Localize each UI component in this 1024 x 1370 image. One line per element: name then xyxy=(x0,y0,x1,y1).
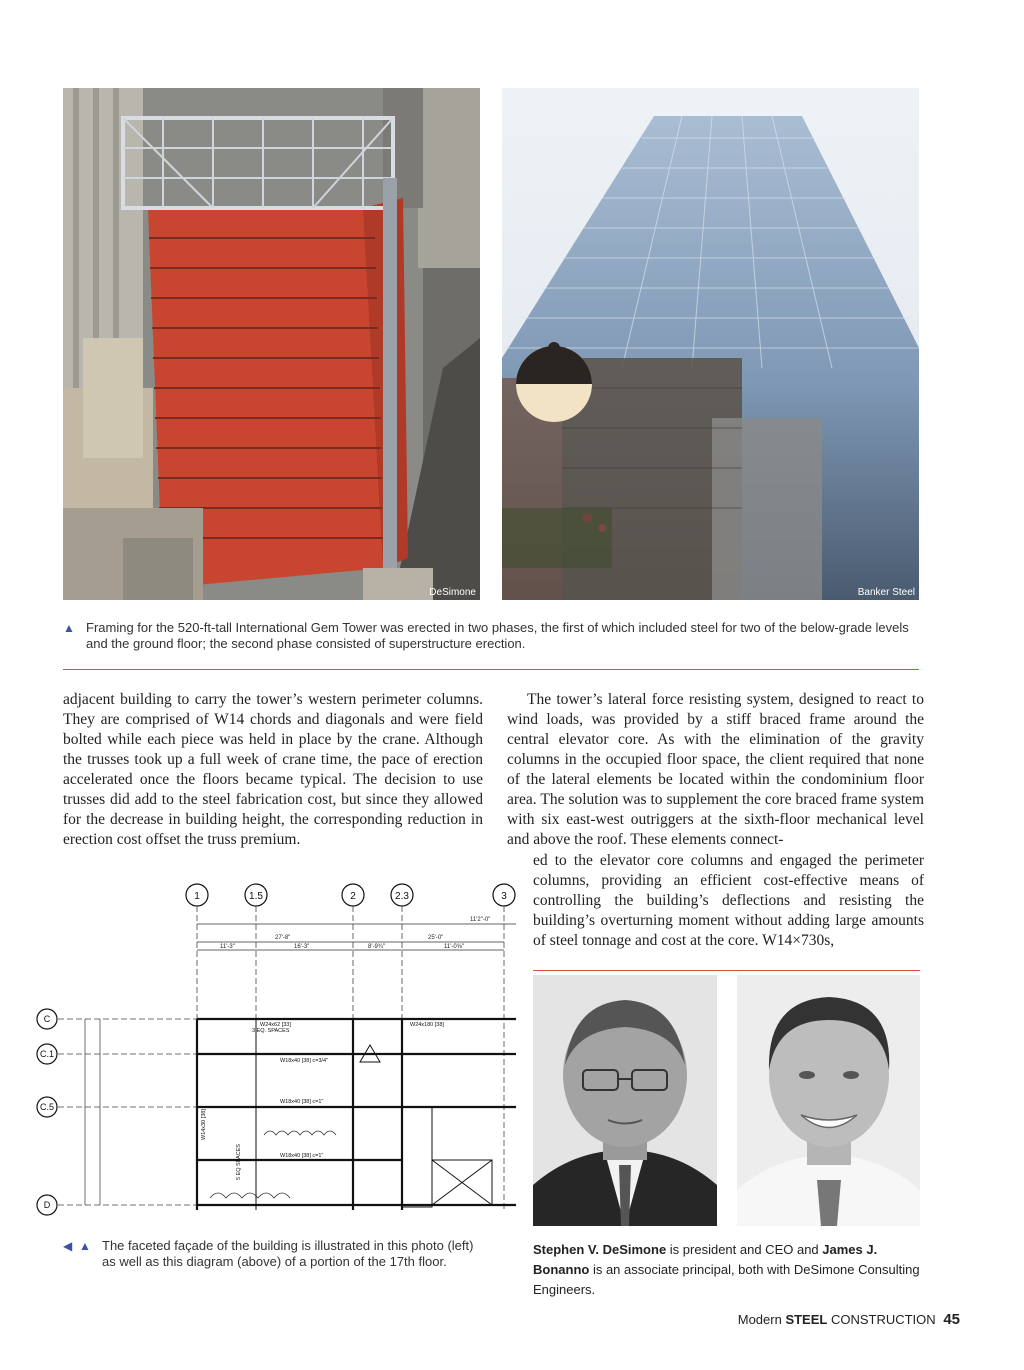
bio-text-1: is president and CEO and xyxy=(666,1242,823,1257)
member-label-8: W24x180 [38] xyxy=(410,1022,444,1028)
up-triangle-icon: ▲ xyxy=(63,621,75,635)
member-label-1: W24x62 [33] xyxy=(260,1022,291,1028)
facade-glass-photo xyxy=(502,88,919,600)
dim-4: 8'-9¾" xyxy=(368,944,385,950)
page-number: 45 xyxy=(943,1311,960,1328)
tower-construction-photo xyxy=(63,88,480,600)
member-label-4: W18x40 [38] c=1" xyxy=(280,1099,324,1105)
bottom-caption xyxy=(63,1238,483,1270)
footer-brand-rest: CONSTRUCTION xyxy=(827,1312,936,1327)
page-footer xyxy=(738,1311,960,1328)
dim-3: 16'-3" xyxy=(294,944,310,950)
grid-label-2-3: 2.3 xyxy=(395,891,409,902)
bio-text-2: is an associate principal, both with DeSimone Consulting Engineers. xyxy=(533,1262,920,1297)
divider-top xyxy=(63,669,919,670)
grid-label-1: 1 xyxy=(194,891,200,902)
member-label-6: W14x30 [38] xyxy=(201,1109,207,1140)
member-label-2: 3 EQ. SPACES xyxy=(252,1028,290,1034)
headshot-bonanno xyxy=(737,975,920,1226)
grid-label-2: 2 xyxy=(350,891,356,902)
dim-7: 11'2"-0" xyxy=(470,917,491,923)
grid-label-c1: C.1 xyxy=(39,1049,55,1059)
right-column-text: The tower’s lateral force resisting system, designed to react to wind loads, was provided by a stiff braced frame around the central elevator core. As with the elimination of the gravity columns in the occupied floor space, the client required that none of the lateral elements be located within the condominium floor area. The solution was to supplement the core braced frame system with six east-west outriggers at the sixth-floor mechanical level and above the roof. These elements connect- xyxy=(507,691,924,848)
left-triangle-icon: ◀ xyxy=(63,1239,73,1253)
top-caption-text: Framing for the 520-ft-tall International Gem Tower was erected in two phases, the first of which included steel for two of the below-grade levels and the ground floor; the second phase consisted of superstructure erection. xyxy=(86,620,909,651)
divider-right xyxy=(533,970,920,971)
dim-6: 11'-0⅝" xyxy=(444,944,464,950)
grid-label-c5: C.5 xyxy=(39,1102,55,1112)
author-name-2: James J. Bonanno xyxy=(533,1242,878,1277)
photo-credit-left: DeSimone xyxy=(429,587,476,598)
up-triangle-icon-2: ▲ xyxy=(79,1239,91,1253)
member-label-5: W18x40 [38] c=1" xyxy=(280,1153,324,1159)
dim-2: 11'-3" xyxy=(220,944,235,950)
dim-5: 25'-0" xyxy=(428,935,444,941)
bottom-caption-text: The faceted façade of the building is illustrated in this photo (left) as well as this diagram (above) of a portion of the 17th floor. xyxy=(102,1238,474,1269)
grid-label-3: 3 xyxy=(501,891,507,902)
member-label-7: 5 EQ SPACES xyxy=(236,1144,242,1180)
dim-1: 27'-8" xyxy=(275,935,291,941)
member-label-3: W18x40 [38] c=3/4" xyxy=(280,1058,328,1064)
top-caption xyxy=(63,620,918,652)
left-column-text: adjacent building to carry the tower’s western perimeter columns. They are comprised of W14 chords and diagonals and were field bolted while each piece was held in place by the crane. Although the trusses took up a full week of crane time, the pace of erection accelerated once the floors became typical. The decision to use trusses did add to the steel fabrication cost, but since they allowed for the decrease in building height, the corresponding reduction in erection cost offset the truss premium. xyxy=(63,691,483,848)
headshot-desimone xyxy=(533,975,717,1226)
author-name-1: Stephen V. DeSimone xyxy=(533,1242,667,1257)
author-bio xyxy=(533,1240,920,1300)
footer-brand-light: Modern xyxy=(737,1312,786,1327)
grid-label-c: C xyxy=(43,1014,51,1024)
floor-plan-diagram xyxy=(30,880,516,1220)
grid-label-1-5: 1.5 xyxy=(249,891,263,902)
footer-brand-bold: STEEL xyxy=(785,1312,828,1327)
photo-credit-right: Banker Steel xyxy=(857,587,915,598)
right-column-text-indented: ed to the elevator core columns and engaged the perimeter columns, providing an efficient cost-effective means of controlling the building’s deflections and resisting the building’s overturning moment without adding large amounts of steel tonnage and cost at the core. W14×730s, xyxy=(533,852,924,949)
grid-label-d: D xyxy=(43,1200,51,1210)
